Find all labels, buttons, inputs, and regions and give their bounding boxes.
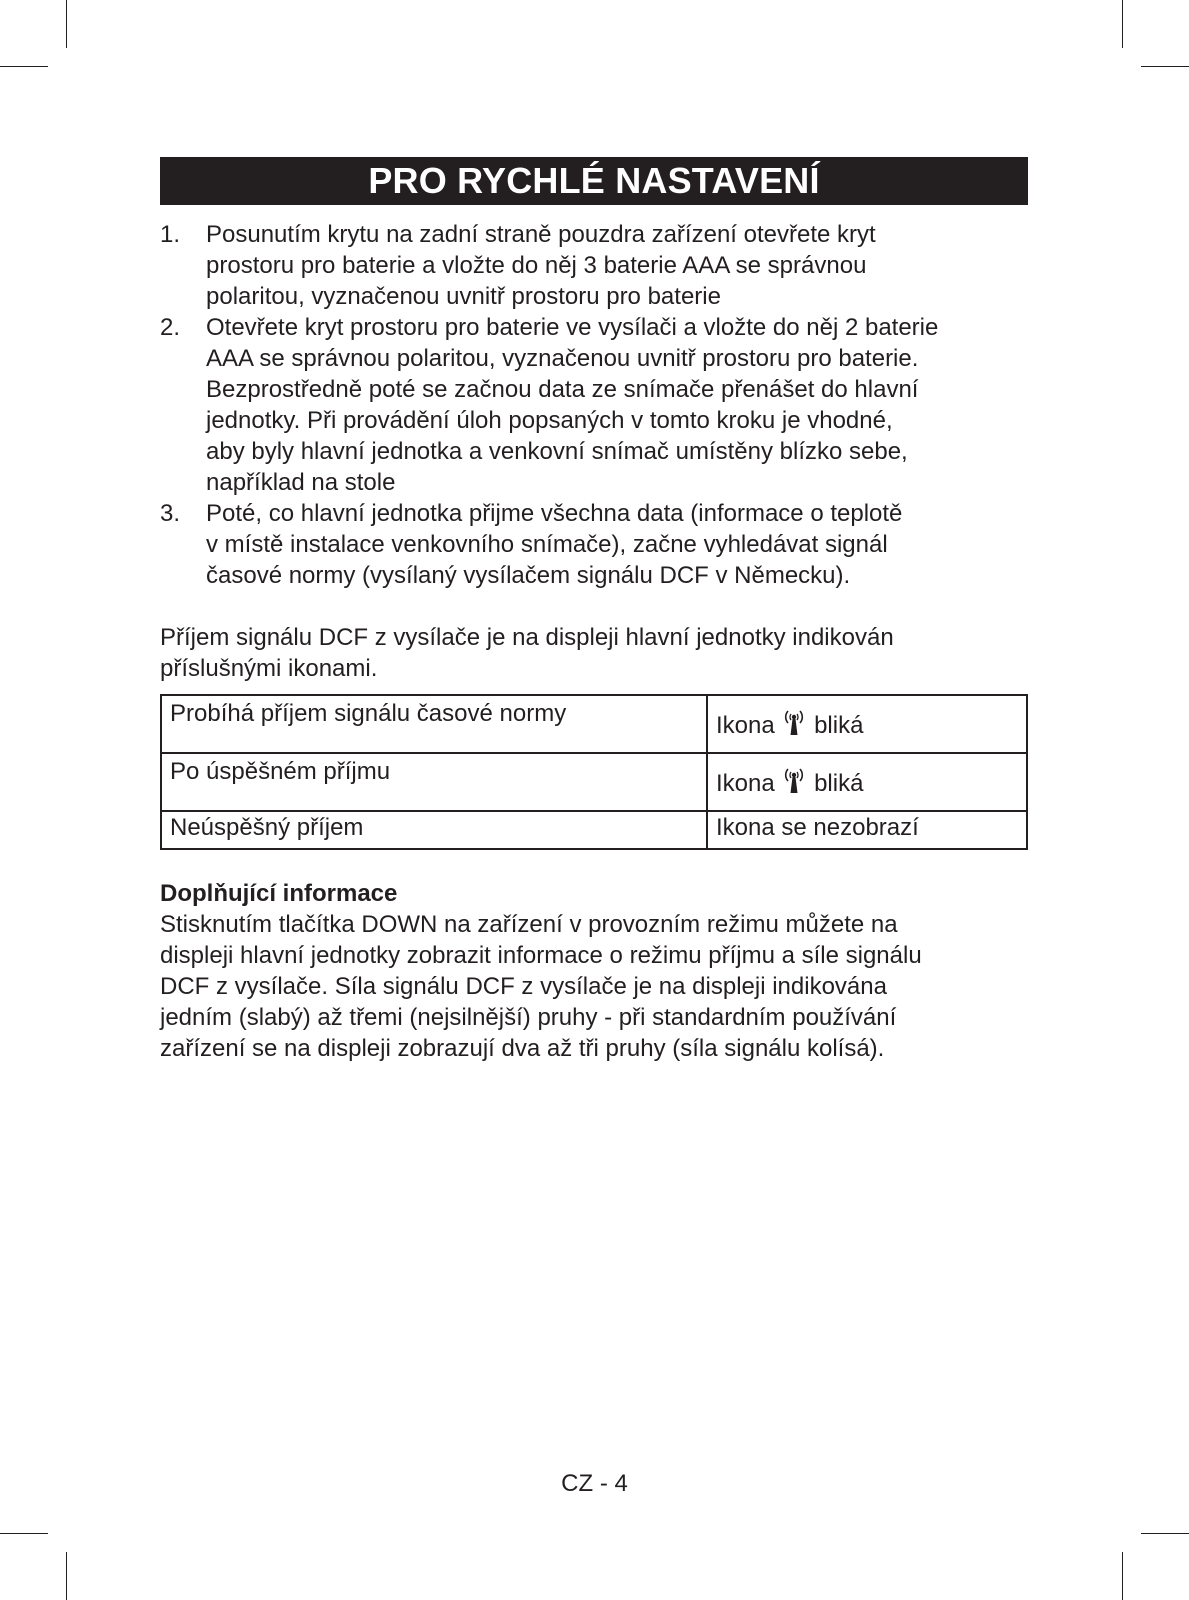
- additional-info-text: Stisknutím tlačítka DOWN na zařízení v provozním režimu můžete na displeji hlavní jednotky zobrazit informace o režimu příjmu a síle signálu DCF z vysílače. Síla signálu DCF z vysílače je na displeji indikována jedním (slabý) až třemi (nejsilnější) pruhy - při standardním používání zařízení se na displeji zobrazují dva až tři pruhy (síla signálu kolísá).: [160, 911, 922, 1062]
- section-title-bar: [160, 157, 1028, 205]
- table-cell-indicator: [707, 753, 1027, 811]
- crop-mark: [1122, 0, 1123, 48]
- crop-mark: [0, 1533, 48, 1534]
- list-item: [160, 498, 1028, 591]
- step-text: Otevřete kryt prostoru pro baterie ve vysílači a vložte do něj 2 baterie AAA se správnou polaritou, vyznačenou uvnitř prostoru pro baterie. Bezprostředně poté se začnou data ze snímače přenášet do hlavní jednotky. Při provádění úloh popsaných v tomto kroku je vhodné, aby byly hlavní jednotka a venkovní snímač umístěny blízko sebe, například na stole: [206, 314, 939, 496]
- crop-mark: [0, 66, 48, 67]
- crop-mark: [1141, 1533, 1189, 1534]
- page-content: [160, 157, 1028, 1064]
- table-cell-state: Neúspěšný příjem: [161, 811, 707, 849]
- table-cell-indicator: [707, 695, 1027, 753]
- signal-paragraph: Příjem signálu DCF z vysílače je na displeji hlavní jednotky indikován příslušnými ikonami.: [160, 624, 894, 682]
- table-row: [161, 695, 1027, 753]
- list-item: [160, 219, 1028, 312]
- table-cell-indicator: [707, 811, 1027, 849]
- antenna-icon: [783, 708, 805, 736]
- list-item: [160, 312, 1028, 498]
- table-row: [161, 811, 1027, 849]
- indicator-suffix: bliká: [814, 712, 864, 739]
- step-text: Posunutím krytu na zadní straně pouzdra zařízení otevřete kryt prostoru pro baterie a vložte do něj 3 baterie AAA se správnou polaritou, vyznačenou uvnitř prostoru pro baterie: [206, 221, 876, 310]
- indicator-prefix: Ikona: [716, 712, 775, 739]
- crop-mark: [1122, 1552, 1123, 1600]
- antenna-icon: [783, 766, 805, 794]
- step-number: 1.: [160, 221, 181, 248]
- section-title: PRO RYCHLÉ NASTAVENÍ: [368, 160, 820, 201]
- step-text: Poté, co hlavní jednotka přijme všechna data (informace o teplotě v místě instalace venkovního snímače), začne vyhledávat signál časové normy (vysílaný vysílačem signálu DCF v Německu).: [206, 500, 903, 589]
- step-number: 3.: [160, 500, 181, 527]
- crop-mark: [1141, 66, 1189, 67]
- crop-mark: [66, 0, 67, 48]
- setup-steps-list: [160, 219, 1028, 591]
- signal-status-table: [160, 694, 1028, 850]
- crop-mark: [66, 1552, 67, 1600]
- table-row: [161, 753, 1027, 811]
- step-number: 2.: [160, 314, 181, 341]
- additional-info-heading: Doplňující informace: [160, 880, 398, 907]
- table-cell-state: Probíhá příjem signálu časové normy: [161, 695, 707, 753]
- indicator-text: Ikona se nezobrazí: [716, 814, 919, 841]
- indicator-prefix: Ikona: [716, 770, 775, 797]
- table-cell-state: Po úspěšném příjmu: [161, 753, 707, 811]
- indicator-suffix: bliká: [814, 770, 864, 797]
- page-number: CZ - 4: [561, 1470, 628, 1497]
